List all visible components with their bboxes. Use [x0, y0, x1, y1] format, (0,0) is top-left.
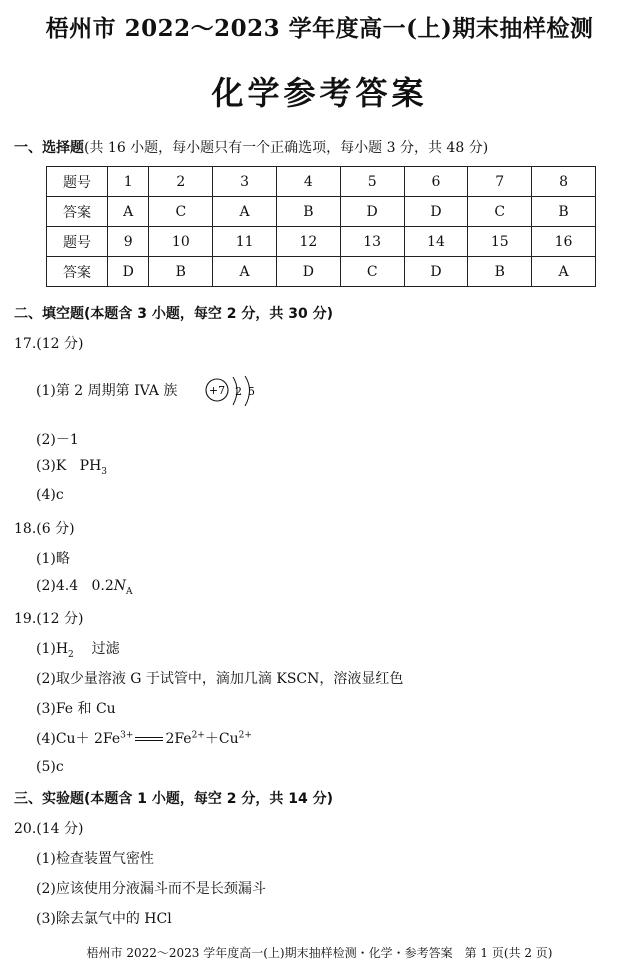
answer-table: [46, 166, 596, 287]
q19-a4-prefix: (4)Cu＋ 2Fe: [36, 731, 121, 747]
table-cell: A: [213, 257, 277, 287]
table-cell: 9: [108, 227, 149, 257]
q20-answer-1: (1)检查装置气密性: [36, 851, 154, 867]
q19-a4-sup3: 2+: [238, 730, 252, 741]
question-18-number: 18.(6 分): [14, 521, 75, 537]
q17-a3-formula: PH: [79, 458, 102, 474]
shell-1-count: 2: [235, 385, 242, 398]
q19-a1-tail: 过滤: [91, 641, 120, 657]
table-cell: D: [404, 197, 468, 227]
section-2-title: 二、填空题: [14, 306, 84, 322]
table-cell: B: [468, 257, 532, 287]
table-cell: 11: [213, 227, 277, 257]
table-cell: C: [468, 197, 532, 227]
section-3-heading: [14, 788, 333, 808]
table-cell: D: [277, 257, 341, 287]
q18-answer-1: (1)略: [36, 551, 70, 567]
table-cell: B: [277, 197, 341, 227]
table-cell: B: [532, 197, 596, 227]
table-cell: D: [108, 257, 149, 287]
table-cell: A: [532, 257, 596, 287]
page-footer: 梧州市 2022～2023 学年度高一(上)期末抽样检测・化学・参考答案 第 1 页(共 2 页): [86, 946, 553, 960]
q18-a2-prefix: (2)4.4: [36, 578, 79, 594]
section-1-title: 一、选择题: [14, 140, 84, 156]
shell-2-count: 5: [248, 385, 255, 398]
table-row: [47, 167, 596, 197]
table-cell: C: [340, 257, 404, 287]
table-cell: 14: [404, 227, 468, 257]
row-label: 答案: [47, 197, 108, 227]
table-cell: 4: [277, 167, 341, 197]
table-cell: D: [340, 197, 404, 227]
table-cell: A: [213, 197, 277, 227]
table-cell: 8: [532, 167, 596, 197]
row-label: 题号: [47, 167, 108, 197]
q20-answer-3: (3)除去氯气中的 HCl: [36, 911, 172, 927]
q19-a1-subscript: 2: [68, 649, 74, 660]
table-cell: 1: [108, 167, 149, 197]
table-cell: 12: [277, 227, 341, 257]
q19-a4-sup1: 3+: [120, 730, 134, 741]
table-cell: C: [149, 197, 213, 227]
table-cell: A: [108, 197, 149, 227]
table-cell: B: [149, 257, 213, 287]
q17-answer-1: (1)第 2 周期第 IVA 族: [36, 383, 178, 399]
section-1-heading: [14, 137, 488, 157]
q19-answer-4: [36, 728, 252, 748]
table-cell: D: [404, 257, 468, 287]
q17-a3-subscript: 3: [101, 466, 108, 477]
q17-answer-4: (4)c: [36, 487, 64, 503]
table-cell: 16: [532, 227, 596, 257]
table-cell: 5: [340, 167, 404, 197]
q19-a4-tail: ＋Cu: [204, 731, 239, 747]
section-3-note: (本题含 1 小题，每空 2 分，共 14 分): [84, 791, 334, 807]
question-20-number: 20.(14 分): [14, 821, 84, 837]
q19-answer-2: (2)取少量溶液 G 于试管中，滴加几滴 KSCN，溶液显红色: [36, 671, 404, 687]
q19-answer-1: [36, 638, 120, 660]
q19-a1-label: (1)H: [36, 641, 69, 657]
q19-a4-sup2: 2+: [191, 730, 205, 741]
table-cell: 15: [468, 227, 532, 257]
q18-answer-2: [36, 578, 132, 597]
atomic-structure-diagram: [205, 374, 265, 410]
question-17-number: 17.(12 分): [14, 336, 84, 352]
table-cell: 7: [468, 167, 532, 197]
q18-a2-subscript: A: [125, 586, 133, 597]
section-2-note: (本题含 3 小题，每空 2 分，共 30 分): [84, 306, 334, 322]
table-cell: 6: [404, 167, 468, 197]
section-2-heading: [14, 303, 333, 323]
q20-answer-2: (2)应该使用分液漏斗而不是长颈漏斗: [36, 881, 266, 897]
q17-a3-label: (3)K: [36, 458, 67, 474]
table-row: [47, 257, 596, 287]
nucleus-charge: +7: [208, 384, 226, 397]
question-19-number: 19.(12 分): [14, 611, 84, 627]
page-title: 化学参考答案: [211, 74, 428, 112]
table-row: [47, 197, 596, 227]
q18-a2-value: 0.2: [91, 578, 114, 594]
q19-answer-5: (5)c: [36, 759, 64, 775]
q18-a2-symbol: N: [113, 578, 126, 594]
table-cell: 10: [149, 227, 213, 257]
q19-answer-3: (3)Fe 和 Cu: [36, 701, 116, 717]
q17-answer-2: (2)－1: [36, 432, 79, 448]
q17-answer-3: [36, 458, 107, 477]
row-label: 答案: [47, 257, 108, 287]
table-cell: 13: [340, 227, 404, 257]
q19-a4-mid: 2Fe: [165, 731, 192, 747]
table-cell: 2: [149, 167, 213, 197]
section-1-note: (共 16 小题，每小题只有一个正确选项，每小题 3 分，共 48 分): [84, 140, 489, 156]
row-label: 题号: [47, 227, 108, 257]
section-3-title: 三、实验题: [14, 791, 84, 807]
exam-header: 梧州市 2022～2023 学年度高一(上)期末抽样检测: [45, 15, 594, 42]
table-row: [47, 227, 596, 257]
equation-equals-sign: [135, 737, 163, 741]
table-cell: 3: [213, 167, 277, 197]
